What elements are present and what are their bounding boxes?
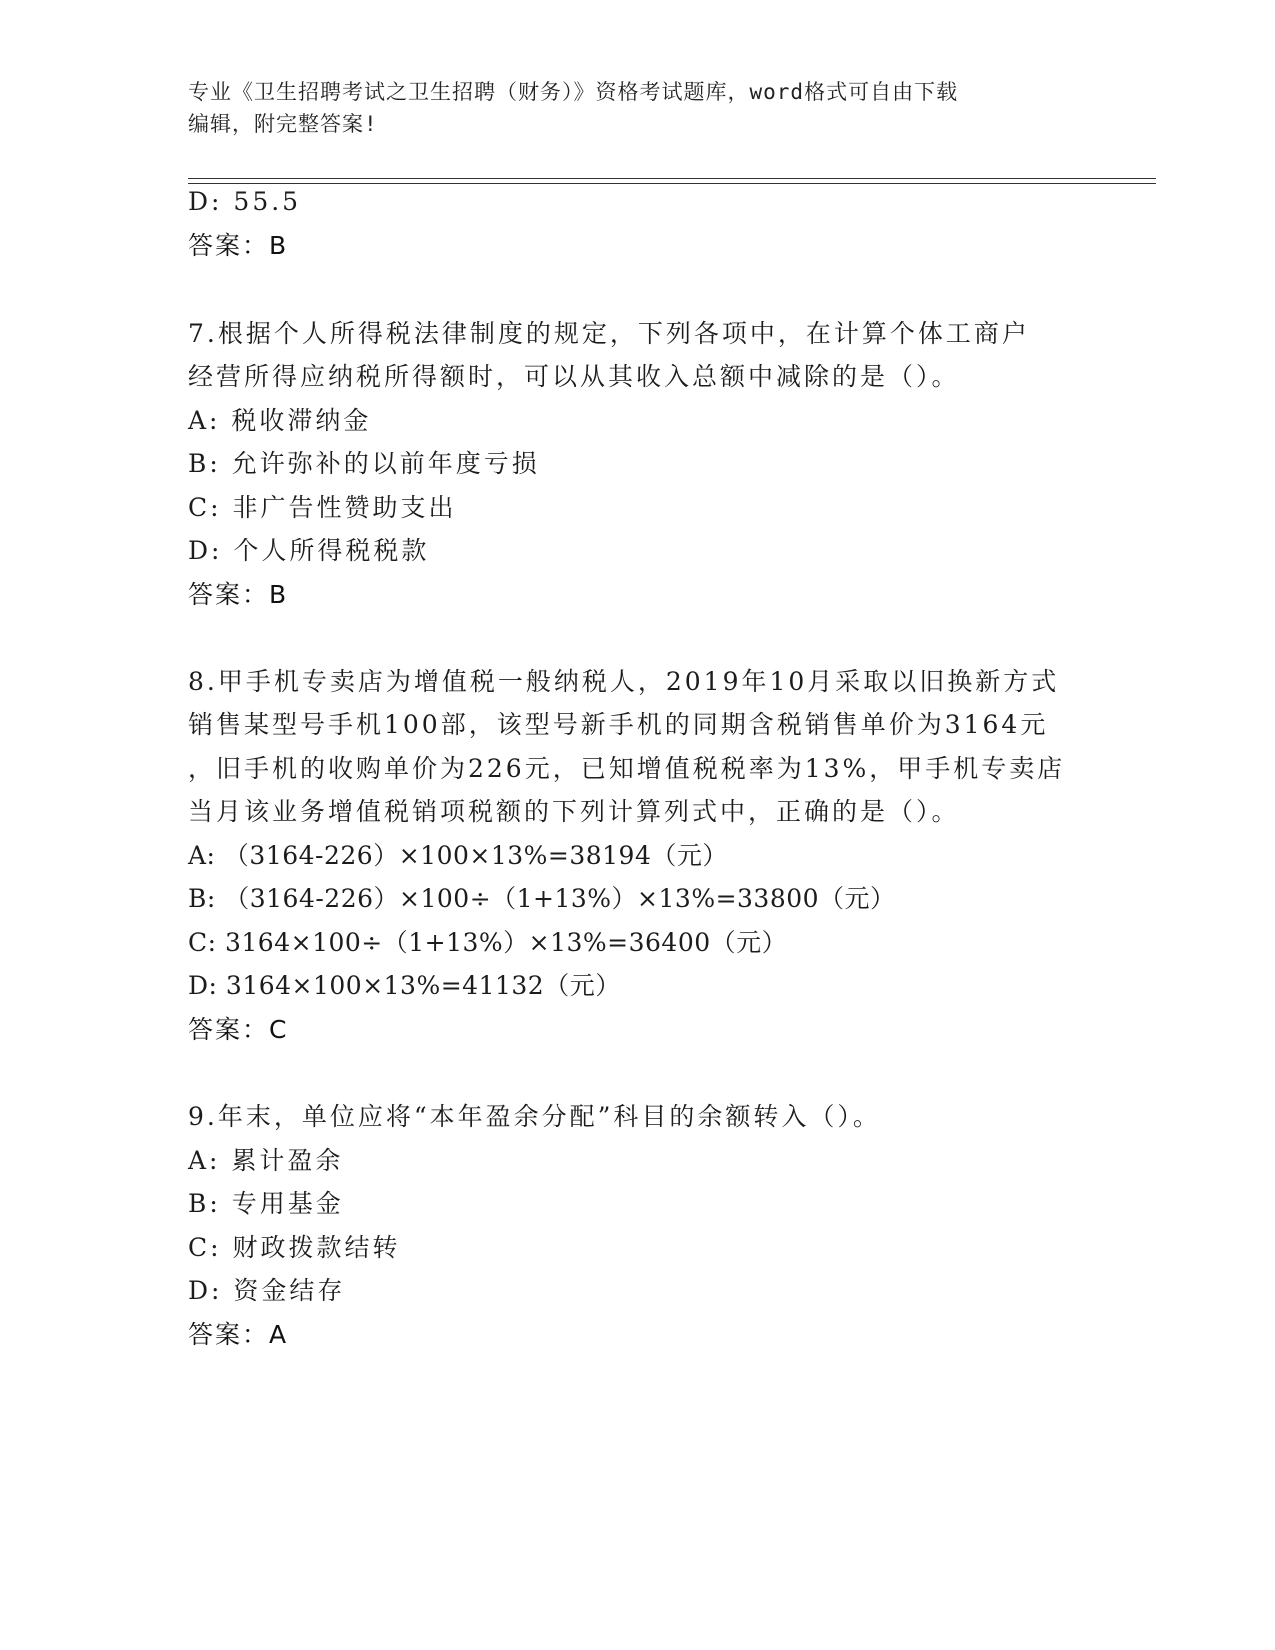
q8-answer: 答案：C xyxy=(188,1015,289,1044)
q9-answer: 答案：A xyxy=(188,1320,289,1349)
q7-option-b: B: 允许弥补的以前年度亏损 xyxy=(188,449,540,478)
header-line-2: 编辑，附完整答案! xyxy=(188,112,378,136)
q6-option-d: D: 55.5 xyxy=(188,187,302,216)
q9-option-c: C: 财政拨款结转 xyxy=(188,1233,401,1262)
q8-option-b: B: （3164-226）×100÷（1+13%）×13%=33800（元） xyxy=(188,884,896,913)
q7-answer: 答案：B xyxy=(188,580,289,609)
header-divider-bottom xyxy=(188,183,1156,184)
q9-option-d: D: 资金结存 xyxy=(188,1276,346,1305)
q7-option-d: D: 个人所得税税款 xyxy=(188,536,430,565)
q9-option-a: A: 累计盈余 xyxy=(188,1146,344,1175)
q9-stem-line-1: 9.年末，单位应将“本年盈余分配”科目的余额转入（）。 xyxy=(188,1102,881,1131)
q7-stem-line-2: 经营所得应纳税所得额时，可以从其收入总额中减除的是（）。 xyxy=(188,362,960,391)
q9-option-b: B: 专用基金 xyxy=(188,1189,344,1218)
header-line-1: 专业《卫生招聘考试之卫生招聘（财务）》资格考试题库，word格式可自由下载 xyxy=(188,80,959,104)
q8-option-d: D: 3164×100×13%=41132（元） xyxy=(188,971,621,1000)
q8-option-a: A: （3164-226）×100×13%=38194（元） xyxy=(188,841,728,870)
q8-stem-line-4: 当月该业务增值税销项税额的下列计算列式中，正确的是（）。 xyxy=(188,797,960,826)
header-divider-top xyxy=(188,178,1156,179)
page-header xyxy=(188,76,1068,140)
q7-option-c: C: 非广告性赞助支出 xyxy=(188,493,457,522)
q7-option-a: A: 税收滞纳金 xyxy=(188,406,372,435)
q8-stem-line-3: ，旧手机的收购单价为226元，已知增值税税率为13%，甲手机专卖店 xyxy=(188,754,1066,783)
q8-stem-line-1: 8.甲手机专卖店为增值税一般纳税人，2019年10月采取以旧换新方式 xyxy=(188,667,1060,696)
q7-stem-line-1: 7.根据个人所得税法律制度的规定，下列各项中，在计算个体工商户 xyxy=(188,319,1030,348)
q8-option-c: C: 3164×100÷（1+13%）×13%=36400（元） xyxy=(188,928,788,957)
q6-answer: 答案：B xyxy=(188,231,289,260)
q8-stem-line-2: 销售某型号手机100部，该型号新手机的同期含税销售单价为3164元 xyxy=(188,710,1049,739)
